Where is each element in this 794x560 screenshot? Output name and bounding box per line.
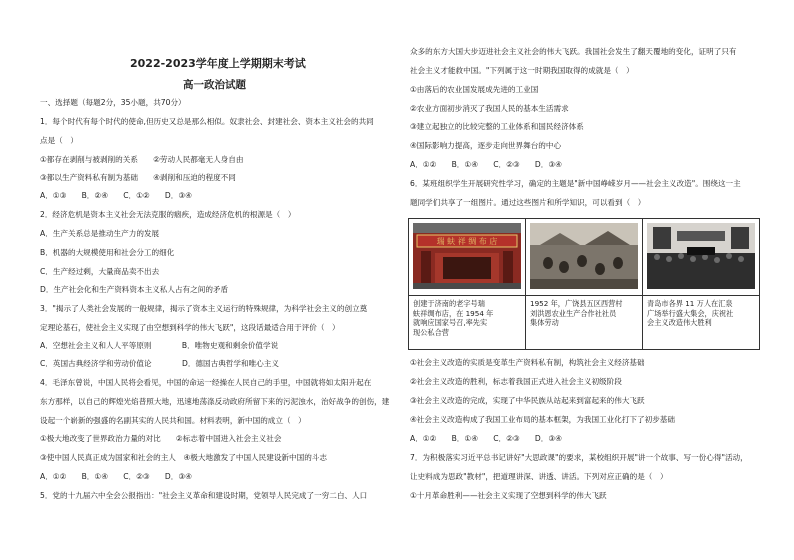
option-line: ③都以生产资料私有制为基础 ④剥削和压迫的程度不同 (40, 173, 236, 182)
option-line: ②农业方面初步消灭了我国人民的基本生活需求 (410, 104, 569, 113)
question-line: 7．为积极落实习近平总书记讲好"大思政课"的要求，某校组织开展"讲一个故事、写一份心得"活动， (410, 453, 748, 462)
option-line: ①极大地改变了世界政治力量的对比 ②标志着中国进入社会主义社会 (40, 434, 282, 443)
option-line: D．生产社会化和生产资料资本主义私人占有之间的矛盾 (40, 285, 229, 294)
option-line: ①由落后的农业国发展成先进的工业国 (410, 85, 539, 94)
question-line: 1．每个时代有每个时代的使命,但历史又总是那么相似。奴隶社会、封建社会、资本主义社会的共同 (40, 117, 374, 126)
option-line: A．空想社会主义和人人平等原则 B．唯物史观和剩余价值学说 (40, 341, 279, 350)
question-line: 定理论基石，使社会主义实现了由空想到科学的伟大飞跃"，这段话最适合用于评价（ ） (40, 323, 340, 332)
option-line: B．机器的大规模使用和社会分工的细化 (40, 248, 175, 257)
question-line: 6．某班组织学生开展研究性学习，确定的主题是"新中国峥嵘岁月——社会主义改造"。围绕这一主 (410, 179, 741, 188)
question-line: 2．经济危机是资本主义社会无法克服的痼疾，造成经济危机的根源是（ ） (40, 210, 296, 219)
question-line: 让史料成为思政"教材"，把道理讲深、讲透、讲活。下列对应正确的是（ ） (410, 472, 668, 481)
caption-line: 现公私合营 (413, 327, 449, 337)
farm-photo (530, 223, 638, 289)
option-line: C．生产经过剩，大量商品卖不出去 (40, 267, 160, 276)
question-line: 题同学们共享了一组图片。通过这些图片和所学知识，可以看到（ ） (410, 198, 646, 207)
question-line: 社会主义才能救中国。"下列属于这一时期我国取得的成就是（ ） (410, 66, 634, 75)
caption-line: 蚨祥绸布店，在 1954 年 (413, 308, 494, 318)
question-line: 5．党的十九届六中全会公报指出："社会主义革命和建设时期，党领导人民完成了一穷二白、人口 (40, 491, 368, 500)
storefront-photo (413, 223, 521, 289)
question-line: 4．毛泽东曾说，中国人民将会看见，中国的命运一经操在人民自己的手里，中国就将如太阳升起在 (40, 378, 372, 387)
option-line: ③建立起独立的比较完整的工业体系和国民经济体系 (410, 122, 584, 131)
shop-sign-text: 瑞 蚨 祥 绸 布 店 (436, 237, 498, 246)
caption-line: 1952 年，广饶县五区西营村 (530, 299, 623, 308)
option-line: C．英国古典经济学和劳动价值论 D．德国古典哲学和唯心主义 (40, 359, 279, 368)
caption-line: 创建于济南的老字号瑞 (413, 299, 485, 308)
question-line: 3．"揭示了人类社会发展的一般规律，揭示了资本主义运行的特殊规律，为科学社会主义的创立奠 (40, 304, 368, 313)
caption-line: 就响应国家号召,率先实 (413, 318, 488, 328)
question-line: 东方那样，以自己的辉煌光焰普照大地，迅速地荡涤反动政府所留下来的污泥浊水，治好战争的创伤，建 (40, 397, 390, 406)
option-line: ①都存在剥削与被剥削的关系 ②劳动人民都毫无人身自由 (40, 155, 244, 164)
option-line: ④社会主义改造构成了我国工业布局的基本框架，为我国工业化打下了初步基础 (410, 415, 675, 424)
photo-caption-1 (413, 299, 521, 337)
option-line: A．生产关系总是推动生产力的发展 (40, 229, 160, 238)
caption-line: 刘洪恩农业生产合作社社员 (530, 308, 617, 318)
question-line: 设起一个崭新的强盛的名副其实的人民共和国。材料表明，新中国的成立（ ） (40, 416, 306, 425)
option-line: ①社会主义改造的实质是变革生产资料私有制，构筑社会主义经济基础 (410, 358, 645, 367)
option-line: ④国际影响力提高，逐步走向世界舞台的中心 (410, 141, 562, 150)
exam-subtitle: 高一政治试题 (183, 79, 246, 91)
photo-caption-2 (530, 299, 638, 328)
photo-cell-1 (409, 219, 525, 349)
answer-choices: A．①② B．①④ C．②③ D．③④ (410, 160, 562, 169)
caption-line: 青岛市各界 11 万人在汇泉 (647, 299, 733, 308)
caption-line: 集体劳动 (530, 318, 559, 328)
section-heading: 一、选择题（每题2分，35小题，共70分） (40, 98, 186, 107)
question-line: 众多的东方大国大步迈进社会主义社会的伟大飞跃。我国社会发生了翻天覆地的变化，证明了只有 (410, 47, 737, 56)
photo-cell-2 (526, 219, 642, 349)
caption-line: 广场举行盛大集会，庆祝社 (647, 308, 734, 318)
caption-line: 会主义改造伟大胜利 (647, 318, 712, 328)
option-line: ③使中国人民真正成为国家和社会的主人 ④极大地激发了中国人民建设新中国的斗志 (40, 453, 327, 462)
question-line: 点是（ ） (40, 136, 78, 145)
answer-choices: A．①② B．①④ C．②③ D．③④ (40, 472, 192, 481)
exam-title: 2022-2023学年度上学期期末考试 (130, 57, 306, 70)
photo-caption-3 (647, 299, 755, 328)
option-line: ②社会主义改造的胜利，标志着我国正式进入社会主义初级阶段 (410, 377, 622, 386)
photo-cell-3 (643, 219, 759, 349)
answer-choices: A．①② B．①④ C．②③ D．③④ (410, 434, 562, 443)
answer-choices: A．①③ B．②④ C．①② D．③④ (40, 191, 192, 200)
option-line: ③社会主义改造的完成，实现了中华民族从站起来到富起来的伟大飞跃 (410, 396, 645, 405)
photo-table (408, 218, 760, 350)
rally-photo (647, 223, 755, 289)
option-line: ①十月革命胜利——社会主义实现了空想到科学的伟大飞跃 (410, 491, 607, 500)
